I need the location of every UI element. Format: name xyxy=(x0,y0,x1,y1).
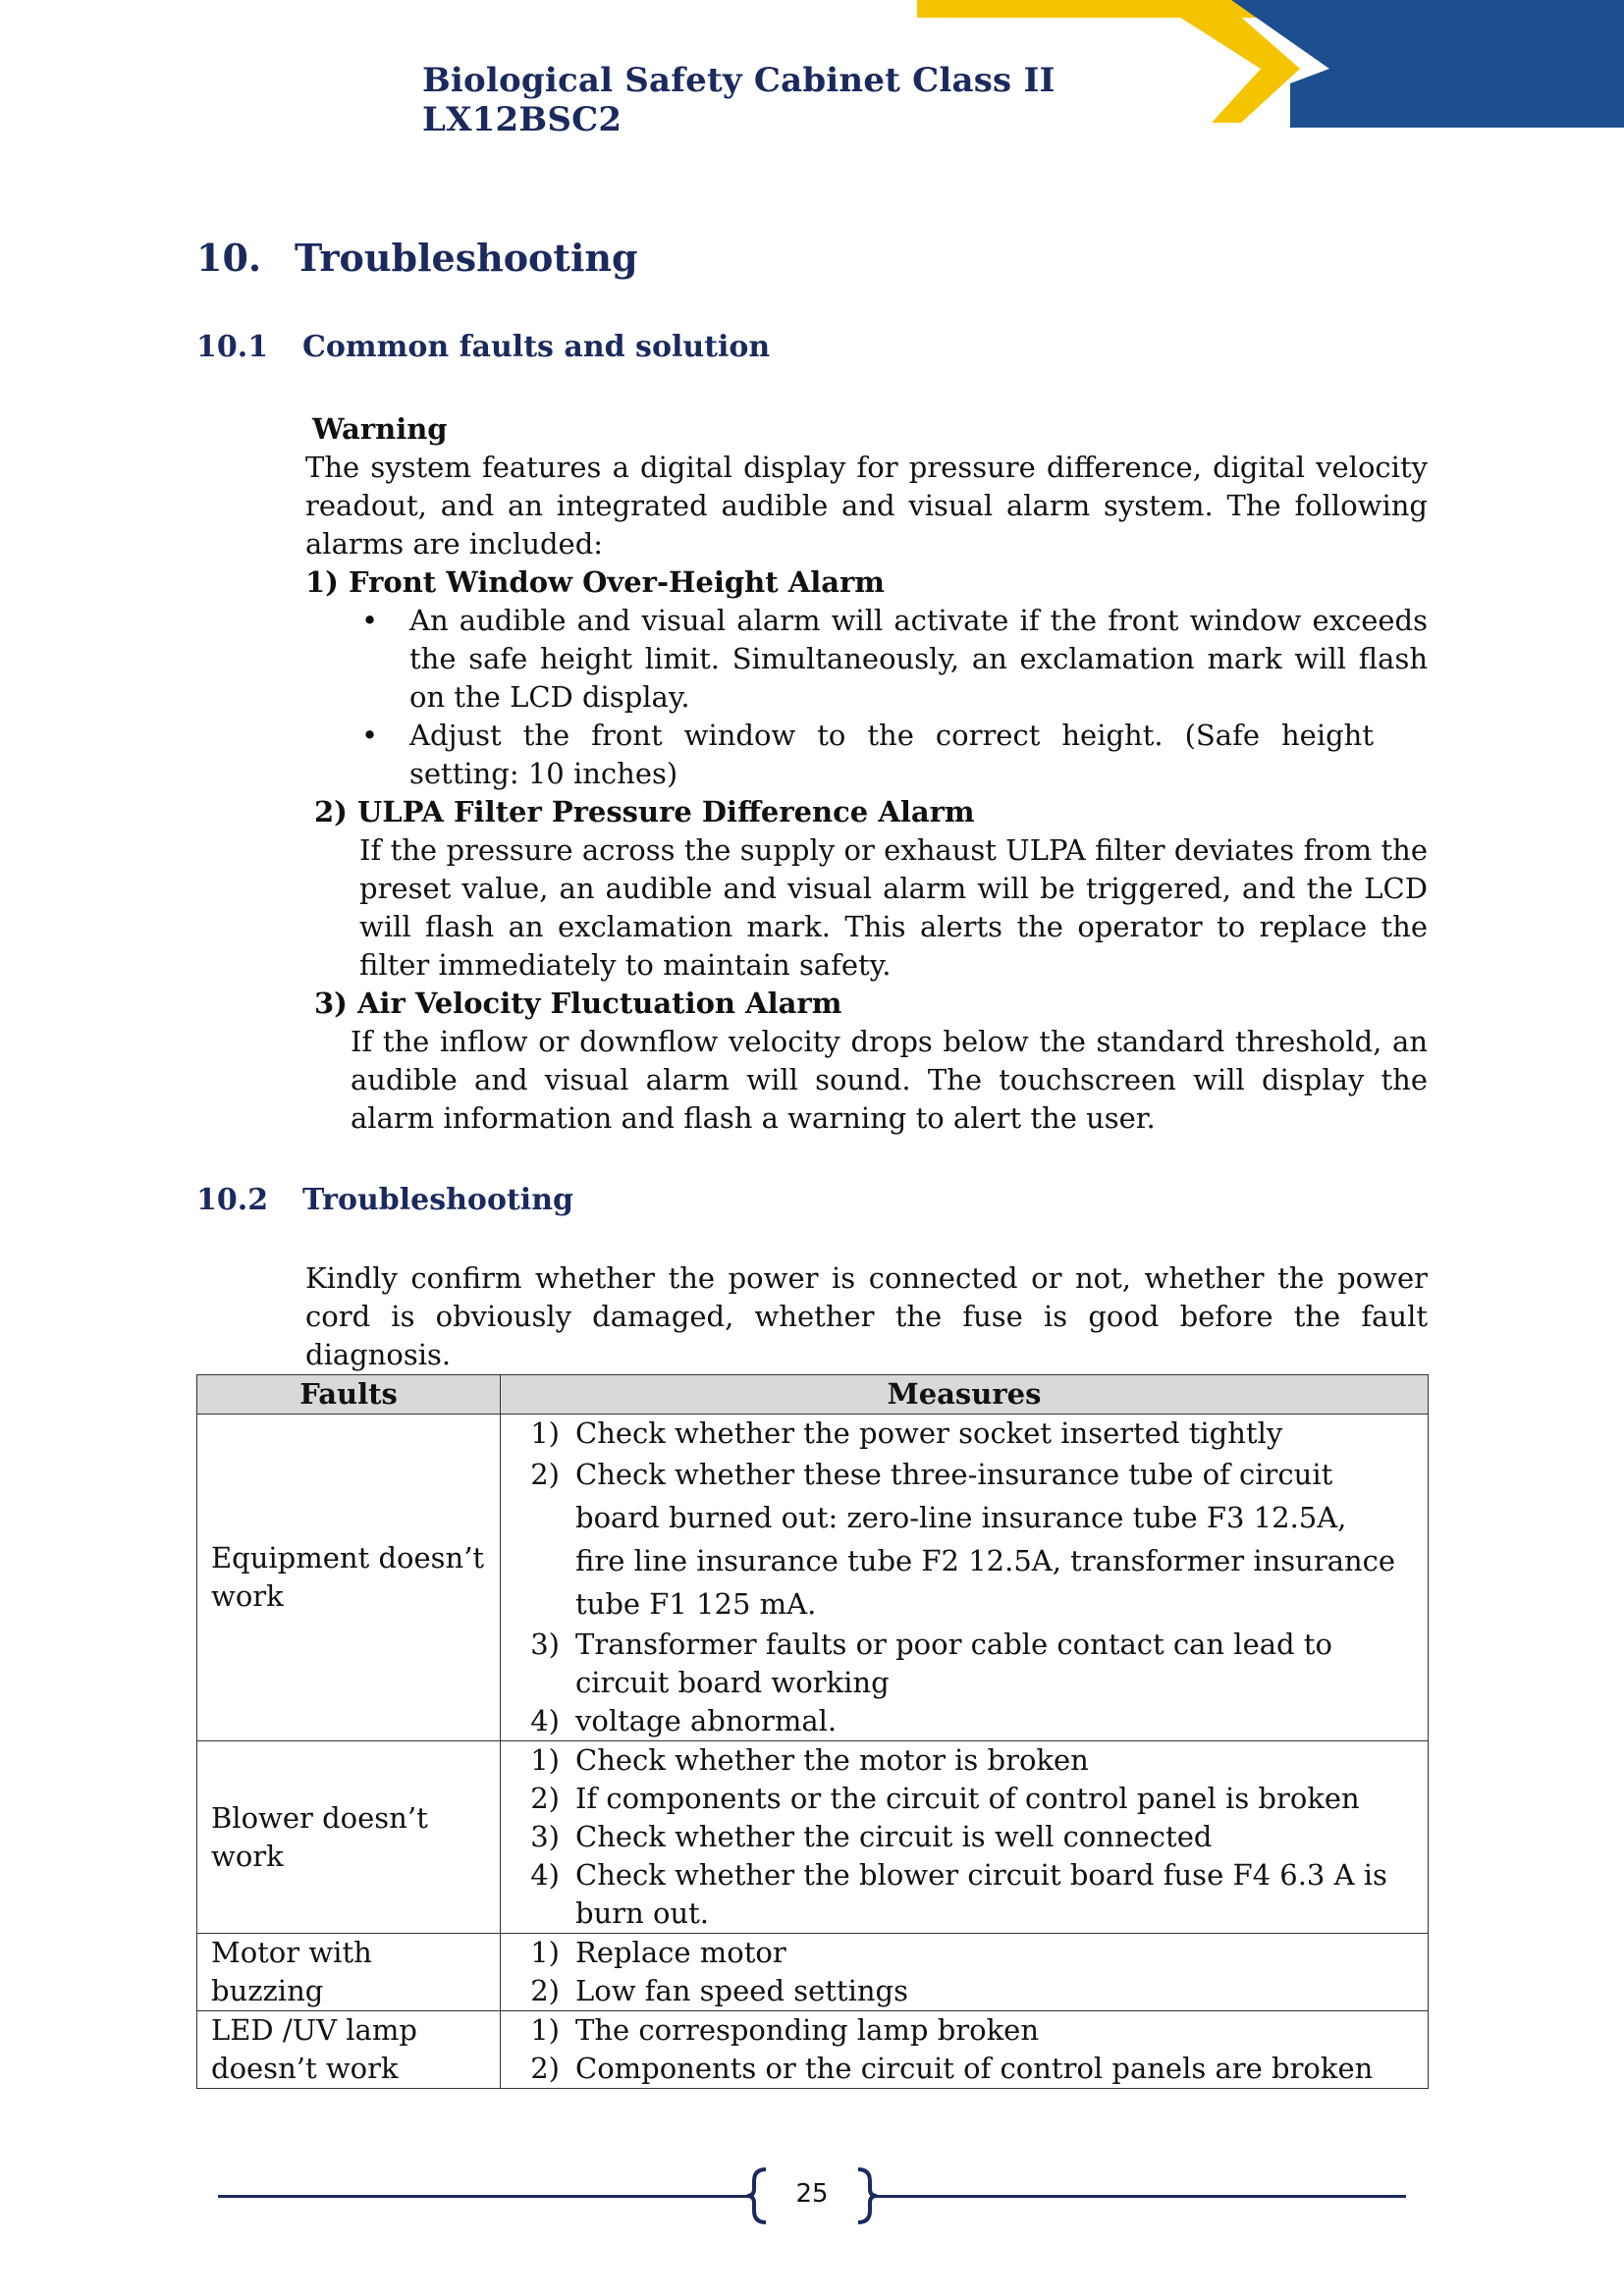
alarm-3-title: 3) Air Velocity Fluctuation Alarm xyxy=(314,987,842,1020)
alarm-1-bullets xyxy=(305,602,1428,793)
footer-rule-left xyxy=(218,2195,748,2198)
section-10-2-intro: Kindly confirm whether the power is connected or not, whether the power cord is obviously damaged, whether the fuse is good before the fault diagnosis. xyxy=(305,1261,1428,1371)
alarm-3-text: If the inflow or downflow velocity drops below the standard threshold, an audible and visual alarm will sound. The touchscreen will display the alarm information and flash a warning to alert the user. xyxy=(351,1025,1428,1135)
section-number: 10.1 xyxy=(196,330,269,364)
right-brace-icon xyxy=(850,2165,880,2226)
fault-cell: Blower doesn’t work xyxy=(197,1741,501,1934)
measure-item: 3) Check whether the circuit is well connected xyxy=(530,1820,1213,1853)
measure-item: 2) Components or the circuit of control panels are broken xyxy=(530,2052,1374,2085)
alarm-1-title: 1) Front Window Over-Height Alarm xyxy=(305,565,885,599)
measure-item: 4) Check whether the blower circuit board fuse F4 6.3 A is burn out. xyxy=(530,1858,1387,1930)
fault-cell: Equipment doesn’t work xyxy=(197,1415,501,1741)
measure-item: 1) Replace motor xyxy=(530,1936,786,1969)
fault-cell: Motor with buzzing xyxy=(197,1934,501,2011)
section-title: Common faults and solution xyxy=(302,330,771,364)
section-title: Troubleshooting xyxy=(295,236,638,280)
measures-cell xyxy=(501,1741,1429,1934)
footer-rule-right xyxy=(876,2195,1406,2198)
measure-item: 1) Check whether the motor is broken xyxy=(530,1743,1089,1777)
measure-item: 2) Low fan speed settings xyxy=(530,1974,908,2007)
alarm-2-text: If the pressure across the supply or exhaust ULPA filter deviates from the preset value, an audible and visual alarm will be triggered, and the LCD will flash an exclamation mark. This alerts the operator to replace the filter immediately to maintain safety. xyxy=(359,833,1428,982)
measures-list xyxy=(514,2011,1398,2088)
warning-intro: The system features a digital display for pressure difference, digital velocity readout, and an integrated audible and visual alarm system. The following alarms are included: xyxy=(305,451,1428,561)
faults-table xyxy=(196,1374,1429,2089)
table-row xyxy=(197,2011,1429,2089)
section-number: 10.2 xyxy=(196,1183,269,1217)
section-10-1-heading xyxy=(196,330,770,364)
measure-item: 1) The corresponding lamp broken xyxy=(530,2013,1040,2047)
bullet-item: • An audible and visual alarm will activate if the front window exceeds the safe height limit. Simultaneously, an exclamation mark will flash on the LCD display. xyxy=(305,602,1428,717)
alarm-2-title: 2) ULPA Filter Pressure Difference Alarm xyxy=(314,795,975,828)
measure-item: 1) Check whether the power socket inserted tightly xyxy=(530,1416,1283,1450)
measures-cell xyxy=(501,2011,1429,2089)
section-10-2-heading xyxy=(196,1183,573,1217)
page-number: 25 xyxy=(795,2179,829,2209)
left-brace-icon xyxy=(744,2165,774,2226)
measure-item: 2) If components or the circuit of control panel is broken xyxy=(530,1782,1360,1815)
measures-list xyxy=(514,1741,1398,1933)
measures-cell xyxy=(501,1415,1429,1741)
measures-cell xyxy=(501,1934,1429,2011)
table-header-row xyxy=(197,1375,1429,1415)
measure-item: 4) voltage abnormal. xyxy=(530,1704,838,1737)
fault-cell: LED /UV lamp doesn’t work xyxy=(197,2011,501,2089)
document-title: Biological Safety Cabinet Class II LX12BSC2 xyxy=(422,61,1056,139)
warning-title: Warning xyxy=(312,412,448,446)
section-10-heading xyxy=(196,236,638,280)
measure-item: 3) Transformer faults or poor cable contact can lead to circuit board working xyxy=(530,1628,1332,1699)
section-number: 10. xyxy=(196,236,262,280)
table-row xyxy=(197,1741,1429,1934)
bullet-item: • Adjust the front window to the correct height. (Safe height setting: 10 inches) xyxy=(305,717,1428,793)
measure-item: 2) Check whether these three-insurance tube of circuit board burned out: zero-line insurance tube F3 12.5A, fire line insurance tube F2 12.5A, transformer insurance tube F1 125 mA. xyxy=(530,1458,1396,1621)
table-row xyxy=(197,1415,1429,1741)
section-title: Troubleshooting xyxy=(302,1183,573,1217)
measures-list xyxy=(514,1934,1398,2010)
column-header-measures: Measures xyxy=(501,1375,1429,1415)
measures-list xyxy=(514,1415,1398,1740)
table-row xyxy=(197,1934,1429,2011)
column-header-faults: Faults xyxy=(197,1375,501,1415)
